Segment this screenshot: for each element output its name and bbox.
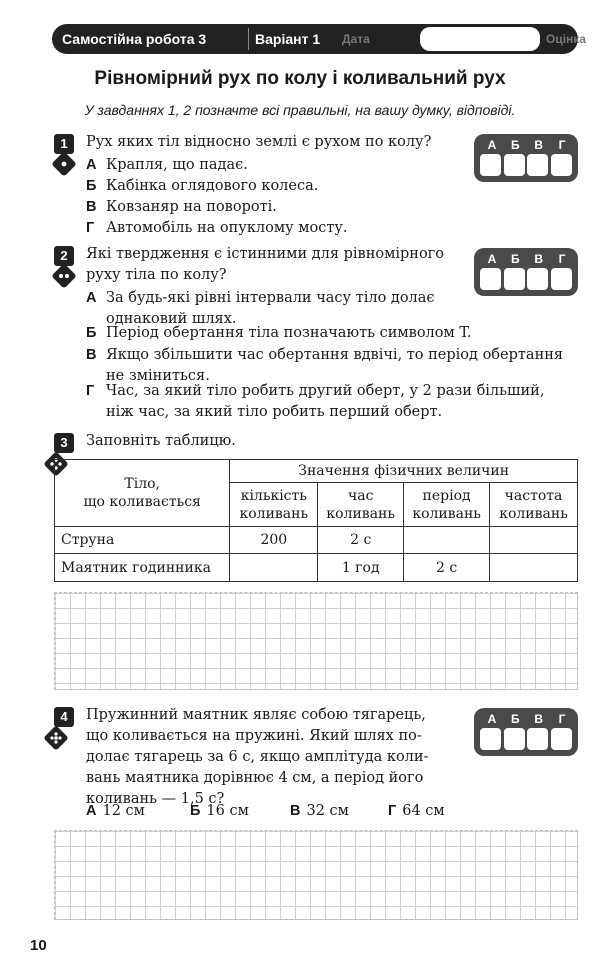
dice-icon xyxy=(52,264,76,288)
cell-frequency[interactable] xyxy=(490,527,578,554)
task-1-option-c: В Ковзаняр на повороті. xyxy=(86,199,277,215)
cell-time[interactable]: 2 с xyxy=(318,527,404,554)
values-table xyxy=(54,459,578,582)
table-header-time: час коливань xyxy=(318,483,404,527)
answer-cell-c[interactable] xyxy=(527,268,548,290)
grade-label: Оцінка xyxy=(546,32,586,46)
cell-period[interactable]: 2 с xyxy=(404,554,490,582)
table-row xyxy=(55,554,578,582)
task-number-4: 4 xyxy=(54,707,74,727)
answer-box-1: А Б В Г xyxy=(474,134,578,182)
answer-box-4: А Б В Г xyxy=(474,708,578,756)
answer-cell-a[interactable] xyxy=(480,268,501,290)
task-4-option-c: В 32 см xyxy=(290,803,349,819)
task-3-question: Заповніть таблицю. xyxy=(86,433,236,449)
dice-icon xyxy=(52,152,76,176)
work-grid-2[interactable] xyxy=(54,830,578,920)
answer-cell-b[interactable] xyxy=(504,728,525,750)
task-4-question: Пружинний маятник являє собою тягарець, що коливається на пружині. Який шлях по- долає тягарець за 6 с, якщо амплітуда коли- вань маятника дорівнює 4 см, а період його коливань — 1,5 с? xyxy=(86,707,429,807)
header-bar xyxy=(52,24,586,54)
task-4-option-d: Г 64 см xyxy=(388,803,445,819)
answer-cell-d[interactable] xyxy=(551,728,572,750)
task-1-question: Рух яких тіл відносно землі є рухом по колу? xyxy=(86,134,432,150)
work-title: Самостійна робота 3 xyxy=(62,31,207,47)
cell-count[interactable]: 200 xyxy=(230,527,318,554)
task-2-option-c: В Якщо збільшити час обертання вдвічі, то період обертання не зміниться. xyxy=(86,347,564,384)
grade-field[interactable] xyxy=(594,27,600,51)
instructions: У завданнях 1, 2 позначте всі правильні, на вашу думку, відповіді. xyxy=(84,102,516,118)
table-header-period: період коливань xyxy=(404,483,490,527)
task-number-2: 2 xyxy=(54,246,74,266)
answer-cell-c[interactable] xyxy=(527,154,548,176)
answer-cell-a[interactable] xyxy=(480,728,501,750)
task-4-option-b: Б 16 см xyxy=(190,803,249,819)
task-4-option-a: А 12 см xyxy=(86,803,145,819)
cell-period[interactable] xyxy=(404,527,490,554)
task-2-option-d: Г Час, за який тіло робить другий оберт, у 2 рази більший, ніж час, за який тіло робить перший оберт. xyxy=(86,383,545,420)
row-body: Струна xyxy=(55,527,230,554)
answer-cell-d[interactable] xyxy=(551,268,572,290)
table-header-frequency: частота коливань xyxy=(490,483,578,527)
work-grid-1[interactable] xyxy=(54,592,578,690)
answer-cell-b[interactable] xyxy=(504,268,525,290)
cell-count[interactable] xyxy=(230,554,318,582)
task-2-question: Які твердження є істинними для рівномірного руху тіла по колу? xyxy=(86,246,445,283)
answer-cell-d[interactable] xyxy=(551,154,572,176)
page-number: 10 xyxy=(30,937,47,954)
row-body: Маятник годинника xyxy=(55,554,230,582)
task-2-option-a: А За будь-які рівні інтервали часу тіло долає однаковий шлях. xyxy=(86,290,435,327)
task-1-option-b: Б Кабінка оглядового колеса. xyxy=(86,178,319,194)
task-2-option-b: Б Період обертання тіла позначають символом T. xyxy=(86,325,472,341)
task-number-3: 3 xyxy=(54,433,74,453)
answer-cell-c[interactable] xyxy=(527,728,548,750)
task-1-option-a: А Крапля, що падає. xyxy=(86,157,248,173)
task-number-1: 1 xyxy=(54,134,74,154)
table-header-body: Тіло, що коливається xyxy=(55,460,230,527)
table-header-count: кількість коливань xyxy=(230,483,318,527)
date-label: Дата xyxy=(342,32,370,46)
cell-frequency[interactable] xyxy=(490,554,578,582)
cell-time[interactable]: 1 год xyxy=(318,554,404,582)
answer-cell-b[interactable] xyxy=(504,154,525,176)
task-1-option-d: Г Автомобіль на опуклому мосту. xyxy=(86,220,348,236)
table-group-header: Значення фізичних величин xyxy=(230,460,578,483)
dice-icon xyxy=(44,726,68,750)
answer-cell-a[interactable] xyxy=(480,154,501,176)
header-divider xyxy=(248,28,249,50)
table-row xyxy=(55,527,578,554)
answer-box-2: А Б В Г xyxy=(474,248,578,296)
page-title: Рівномірний рух по колу і коливальний рух xyxy=(94,68,506,89)
variant-label: Варіант 1 xyxy=(255,31,321,47)
date-field[interactable] xyxy=(420,27,540,51)
